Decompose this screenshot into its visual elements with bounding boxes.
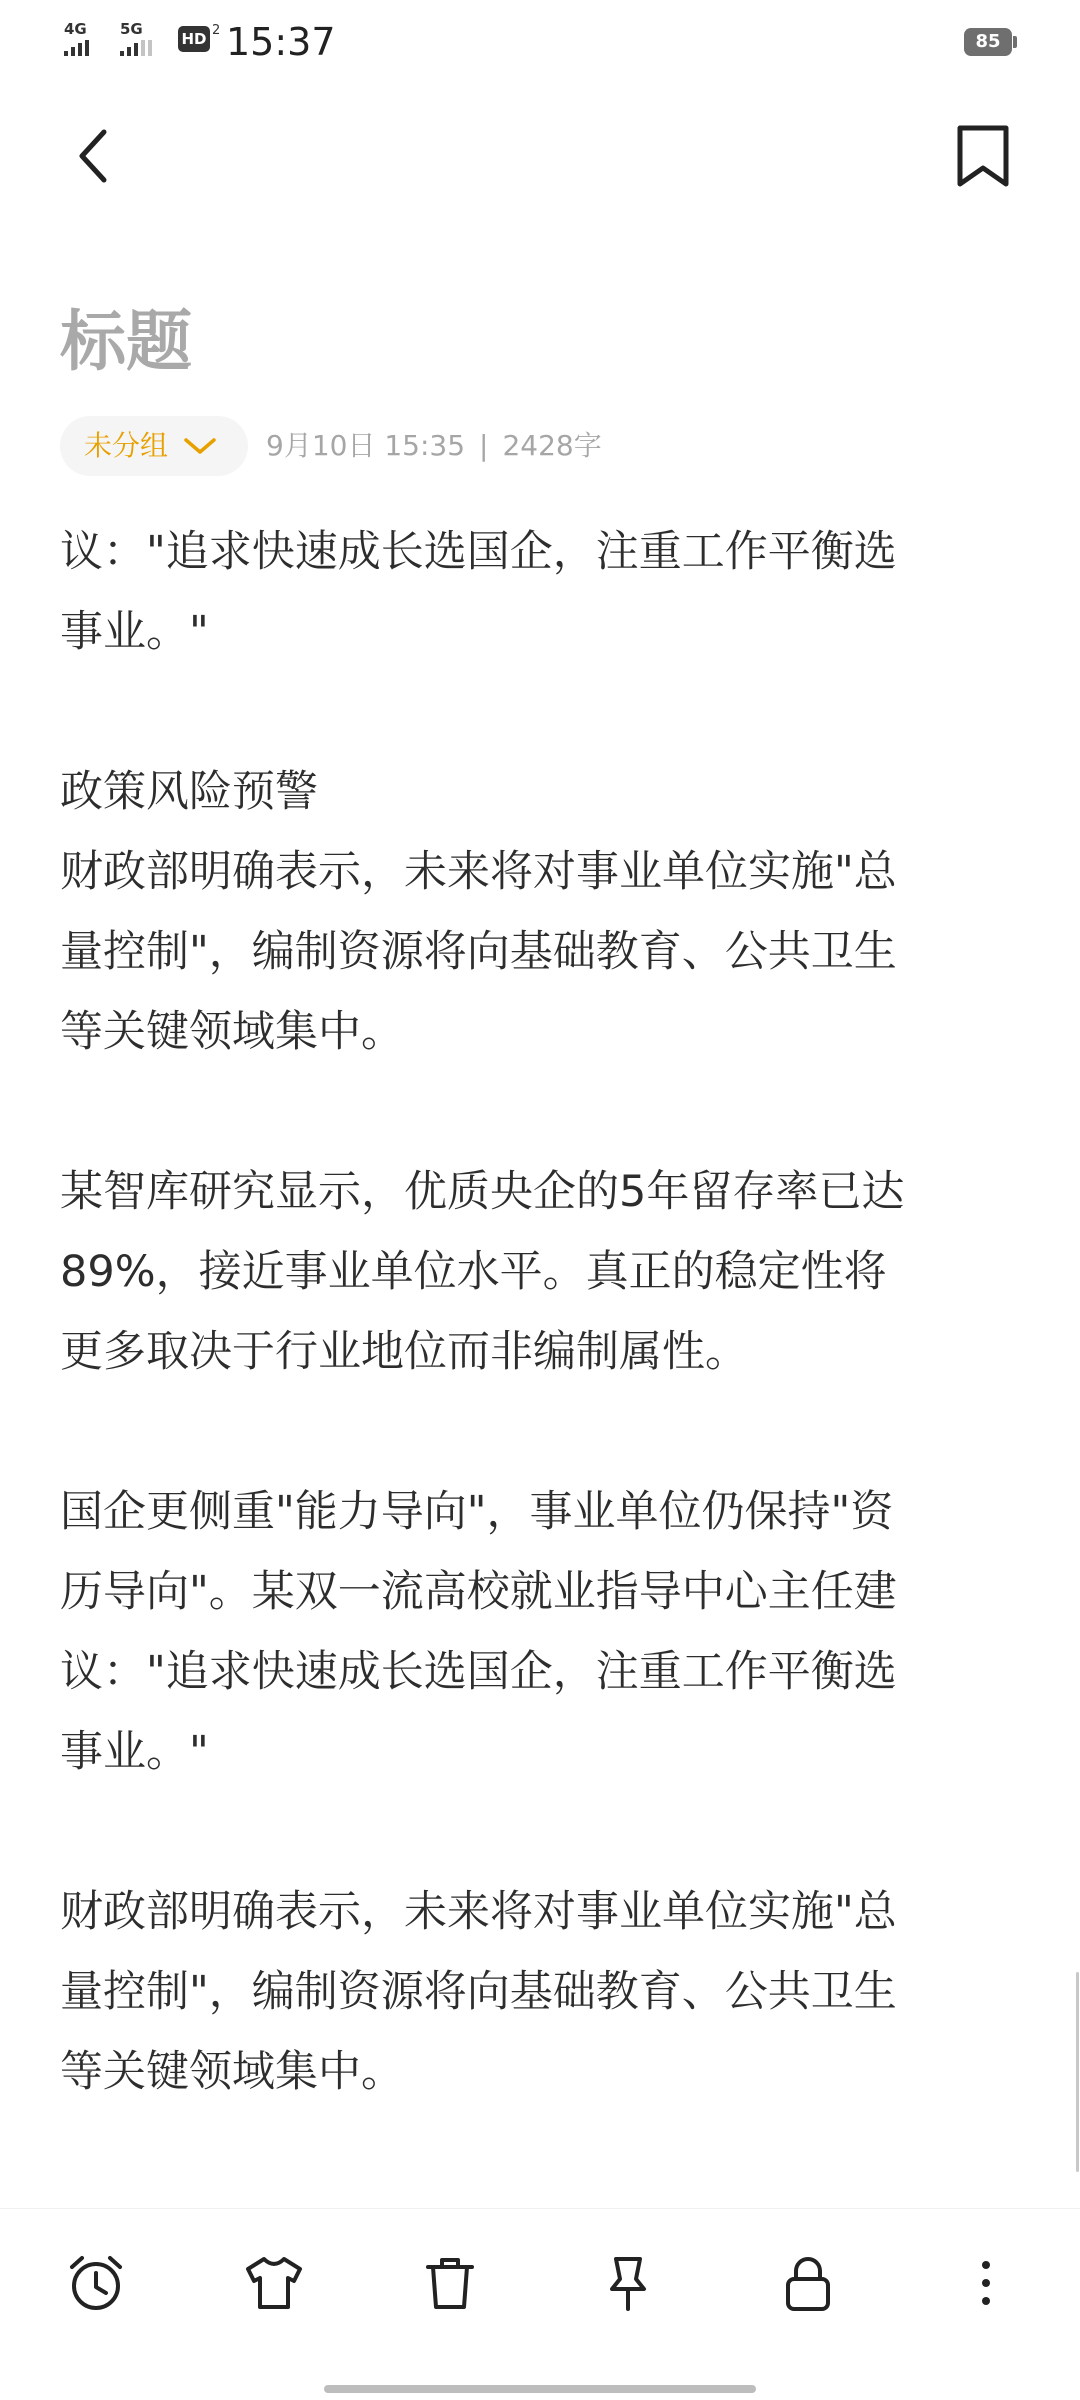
reminder-button[interactable]: [64, 2251, 128, 2315]
lock-icon: [776, 2251, 840, 2315]
lock-button[interactable]: [776, 2251, 840, 2315]
battery-icon: [1013, 36, 1017, 48]
home-indicator[interactable]: [324, 2385, 756, 2393]
chevron-down-icon: [182, 434, 218, 458]
note-meta: [266, 416, 602, 476]
note-blank-line: [60, 1072, 1020, 1152]
trash-icon: [418, 2251, 482, 2315]
bookmark-button[interactable]: [948, 118, 1018, 194]
note-date: 9月10日 15:35: [266, 429, 466, 462]
chevron-left-icon: [60, 118, 130, 194]
word-count: 2428字: [502, 429, 602, 462]
signal-4g-label: 4G: [64, 20, 87, 38]
battery-level: 85: [964, 28, 1012, 56]
note-title[interactable]: 标题: [60, 303, 192, 380]
status-time: 15:37: [226, 20, 336, 64]
signal-bars-icon: [120, 40, 152, 56]
alarm-clock-icon: [64, 2251, 128, 2315]
signal-bars-icon: [64, 40, 89, 56]
note-paragraph: 某智库研究显示，优质央企的5年留存率已达 89%，接近事业单位水平。真正的稳定性将 更多取决于行业地位而非编制属性。: [60, 1167, 905, 1377]
tshirt-icon: [242, 2251, 306, 2315]
delete-button[interactable]: [418, 2251, 482, 2315]
hd-sim-index: 2: [212, 23, 221, 38]
group-label: 未分组: [84, 429, 169, 462]
note-paragraph: 议："追求快速成长选国企，注重工作平衡选 事业。": [60, 527, 897, 657]
note-paragraph: 政策风险预警 财政部明确表示，未来将对事业单位实施"总 量控制"，编制资源将向基础教育、公共卫生 等关键领域集中。: [60, 767, 897, 1057]
note-body[interactable]: [60, 512, 1020, 2112]
bottom-toolbar: [0, 2208, 1080, 2357]
pin-button[interactable]: [596, 2251, 660, 2315]
note-blank-line: [60, 1792, 1020, 1872]
more-vertical-icon: [954, 2251, 1018, 2315]
back-button[interactable]: [60, 118, 130, 194]
bookmark-icon: [948, 118, 1018, 194]
more-button[interactable]: [954, 2251, 1018, 2315]
signal-5g-label: 5G: [120, 20, 143, 38]
status-bar: [0, 0, 1080, 84]
theme-button[interactable]: [242, 2251, 306, 2315]
note-paragraph: 财政部明确表示，未来将对事业单位实施"总 量控制"，编制资源将向基础教育、公共卫生 等关键领域集中。: [60, 1887, 897, 2097]
group-selector[interactable]: [60, 416, 248, 476]
note-blank-line: [60, 1392, 1020, 1472]
hd-voice-badge: HD: [178, 26, 210, 52]
pin-icon: [596, 2251, 660, 2315]
note-blank-line: [60, 672, 1020, 752]
scrollbar[interactable]: [1076, 1972, 1079, 2172]
note-paragraph: 国企更侧重"能力导向"，事业单位仍保持"资 历导向"。某双一流高校就业指导中心主任建 议："追求快速成长选国企，注重工作平衡选 事业。": [60, 1487, 897, 1777]
meta-separator: |: [479, 429, 489, 462]
